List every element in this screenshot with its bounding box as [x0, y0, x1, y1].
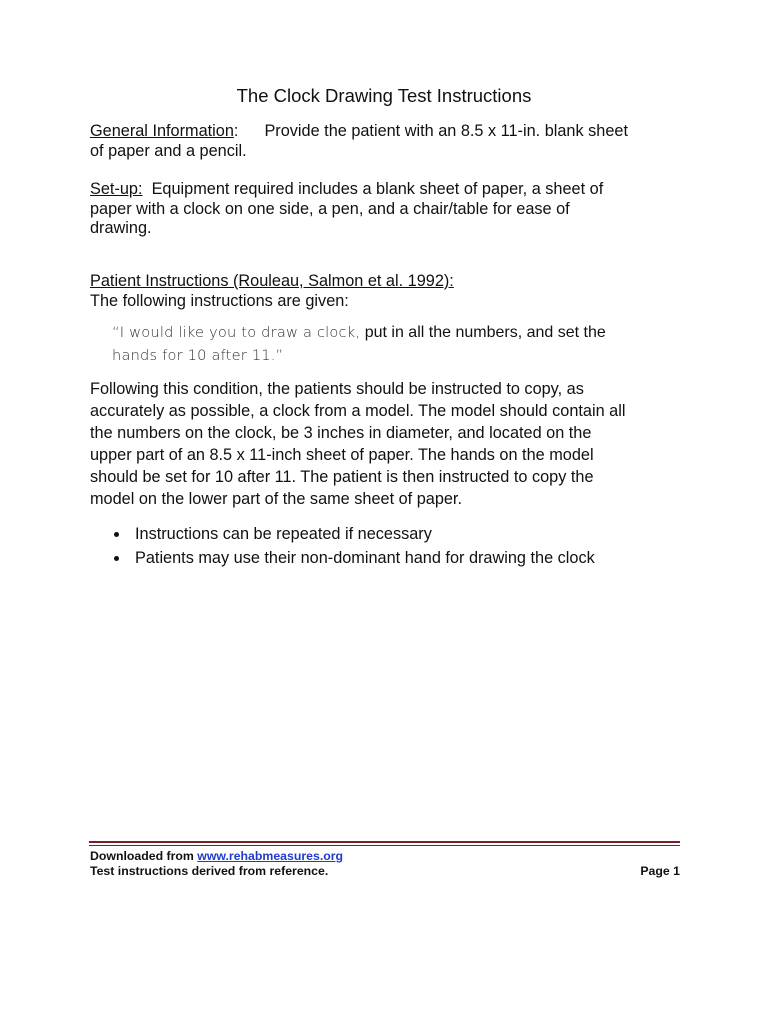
- footer-download-prefix: Downloaded from: [90, 849, 194, 863]
- model-copy-paragraph: [90, 378, 690, 510]
- setup-heading: Set-up:: [90, 180, 143, 198]
- setup-line-1: Equipment required includes a blank sheet of paper, a sheet of: [151, 180, 604, 198]
- footer-download-line: [90, 849, 680, 864]
- bullet-icon: [114, 556, 119, 561]
- setup-line-2: paper with a clock on one side, a pen, and a chair/table for ease of: [90, 199, 570, 218]
- page-footer: [90, 849, 680, 879]
- quote-part-1: “I would like you to draw a clock,: [112, 324, 361, 341]
- bullet-list: [90, 522, 690, 570]
- general-information-section: [90, 122, 680, 161]
- general-information-text: Provide the patient with an 8.5 x 11-in. blank sheet: [264, 122, 628, 140]
- bullet-icon: [114, 532, 119, 537]
- setup-line-3: drawing.: [90, 219, 152, 237]
- general-information-line-2: of paper and a pencil.: [90, 141, 247, 160]
- patient-instructions-section: [90, 272, 680, 311]
- paragraph-line-6: model on the lower part of the same sheet of paper.: [90, 490, 462, 508]
- page-number: Page 1: [640, 864, 680, 878]
- paragraph-line-1: Following this condition, the patients should be instructed to copy, as: [90, 380, 584, 398]
- general-information-heading: General Information: [90, 122, 234, 140]
- list-item: [90, 522, 690, 546]
- paragraph-line-5: should be set for 10 after 11. The patient is then instructed to copy the: [90, 468, 594, 486]
- footer-divider: [89, 841, 680, 847]
- patient-instructions-intro: The following instructions are given:: [90, 291, 349, 310]
- instruction-quote: [112, 322, 672, 367]
- paragraph-line-3: the numbers on the clock, be 3 inches in diameter, and located on the: [90, 424, 592, 442]
- quote-part-2: put in all the numbers, and set the: [364, 324, 606, 341]
- paragraph-line-4: upper part of an 8.5 x 11-inch sheet of paper. The hands on the model: [90, 446, 594, 464]
- quote-part-3: hands for 10 after 11.”: [112, 346, 284, 364]
- patient-instructions-heading: Patient Instructions (Rouleau, Salmon et al. 1992):: [90, 272, 454, 290]
- list-item: [90, 546, 690, 570]
- footer-derived-note: Test instructions derived from reference.: [90, 864, 329, 878]
- bullet-text: Patients may use their non-dominant hand for drawing the clock: [135, 549, 595, 567]
- paragraph-line-2: accurately as possible, a clock from a model. The model should contain all: [90, 402, 626, 420]
- bullet-text: Instructions can be repeated if necessary: [135, 525, 432, 543]
- document-title: The Clock Drawing Test Instructions: [236, 85, 532, 106]
- setup-section: [90, 180, 680, 239]
- rehabmeasures-link[interactable]: www.rehabmeasures.org: [197, 849, 344, 863]
- general-information-line-1: General Information: Provide the patient with an 8.5 x 11-in. blank sheet: [90, 122, 628, 140]
